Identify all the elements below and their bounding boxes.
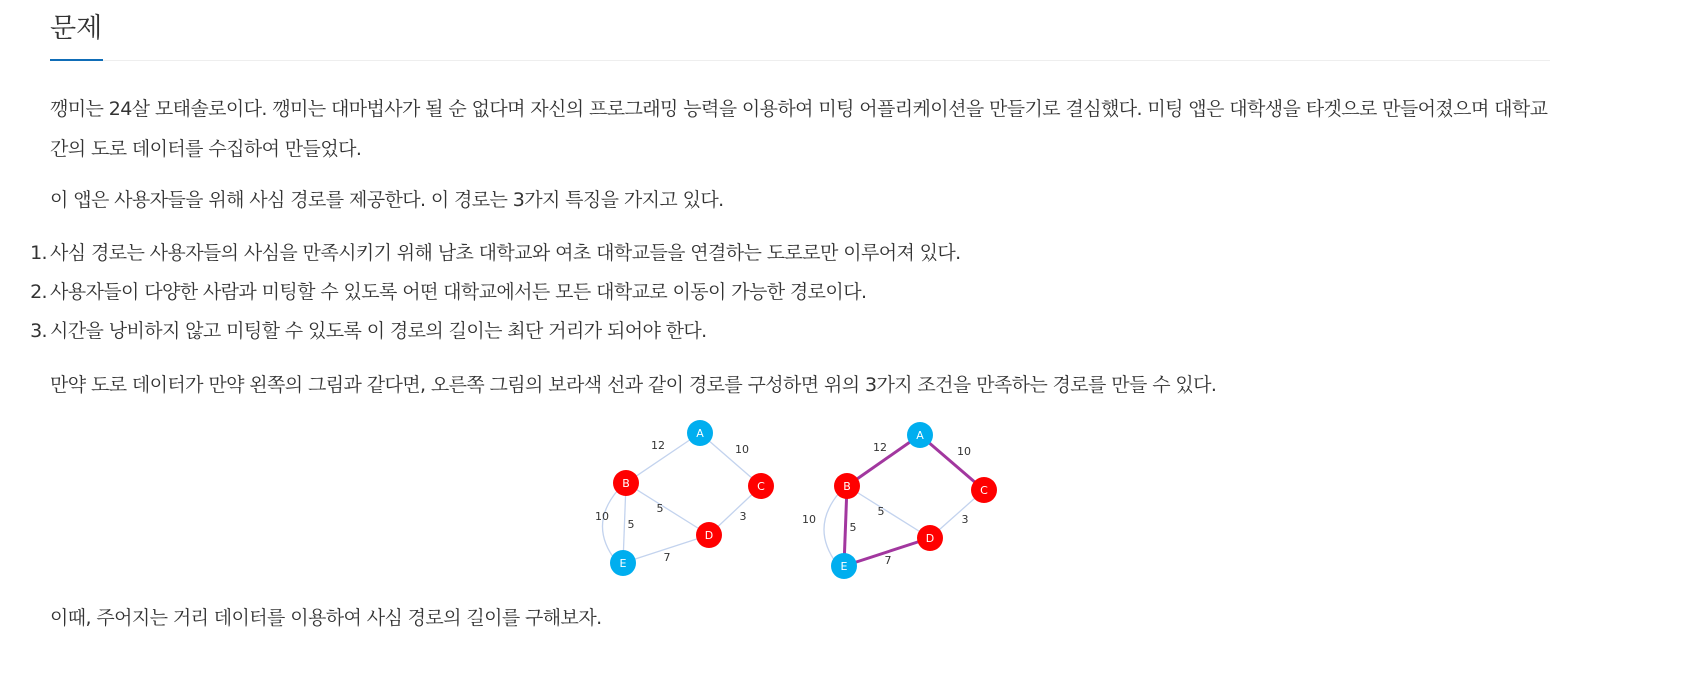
graph-node-label: A: [696, 427, 704, 440]
graph-node-label: D: [704, 529, 714, 542]
example-text: 만약 도로 데이터가 만약 왼쪽의 그림과 같다면, 오른쪽 그림의 보라색 선과 같이 경로를 구성하면 위의 3가지 조건을 만족하는 경로를 만들 수 있다.: [50, 374, 1217, 396]
edge-weight-label: 10: [735, 443, 749, 456]
feature-item: [0, 273, 1100, 312]
feature-text: 사용자들이 다양한 사람과 미팅할 수 있도록 어떤 대학교에서든 모든 대학교로 이동이 가능한 경로이다.: [50, 281, 867, 303]
graph-edge-bd: [626, 483, 709, 535]
feature-text: 시간을 낭비하지 않고 미팅할 수 있도록 이 경로의 길이는 최단 거리가 되어야 한다.: [50, 320, 707, 342]
feature-number: 2.: [30, 281, 47, 303]
graph-edge-bd: [847, 486, 930, 538]
edge-weight-label: 5: [877, 505, 885, 518]
feature-item: [0, 312, 1100, 351]
graph-node-label: A: [916, 429, 924, 442]
edge-weight-label: 10: [802, 513, 816, 526]
graph-node-label: E: [840, 560, 848, 573]
edge-weight-label: 3: [961, 513, 969, 526]
edge-weight-label: 12: [651, 439, 665, 452]
graph-node-label: B: [622, 477, 630, 490]
closing-text: 이때, 주어지는 거리 데이터를 이용하여 사심 경로의 길이를 구해보자.: [50, 607, 602, 629]
graph-node-label: B: [843, 480, 851, 493]
feature-number: 1.: [30, 242, 47, 264]
feature-text: 사심 경로는 사용자들의 사심을 만족시키기 위해 남초 대학교와 여초 대학교들을 연결하는 도로로만 이루어져 있다.: [50, 242, 961, 264]
edge-weight-label: 5: [849, 521, 857, 534]
graph-edge-be: [824, 493, 839, 564]
feature-list: [0, 234, 1100, 351]
edge-weight-label: 7: [884, 554, 892, 567]
graph-node-label: D: [925, 532, 935, 545]
graph-figure: [580, 415, 1010, 585]
edge-weight-label: 3: [739, 510, 747, 523]
edge-weight-label: 10: [957, 445, 971, 458]
feature-number: 3.: [30, 320, 47, 342]
graph-edge-be: [602, 490, 618, 561]
problem-intro: 깽미는 24살 모태솔로이다. 깽미는 대마법사가 될 순 없다며 자신의 프로그래밍 능력을 이용하여 미팅 어플리케이션을 만들기로 결심했다. 미팅 앱은 대학생을 타겟으로 만들어졌으며 대학교간의 도로 데이터를 수집하여 만들었다.: [50, 98, 1548, 160]
edge-weight-label: 12: [873, 441, 887, 454]
edge-weight-label: 10: [595, 510, 609, 523]
edge-weight-label: 5: [627, 518, 635, 531]
features-intro: 이 앱은 사용자들을 위해 사심 경로를 제공한다. 이 경로는 3가지 특징을 가지고 있다.: [50, 189, 724, 211]
heading-container: [50, 0, 1550, 61]
edge-weight-label: 7: [663, 551, 671, 564]
section-heading: 문제: [50, 13, 103, 44]
heading-underline: [50, 59, 103, 61]
edge-weight-label: 5: [656, 502, 664, 515]
feature-item: [0, 234, 1100, 273]
graph-node-label: C: [757, 480, 765, 493]
graph-node-label: E: [619, 557, 627, 570]
graph-node-label: C: [980, 484, 988, 497]
graph-illustration: [580, 415, 1010, 585]
